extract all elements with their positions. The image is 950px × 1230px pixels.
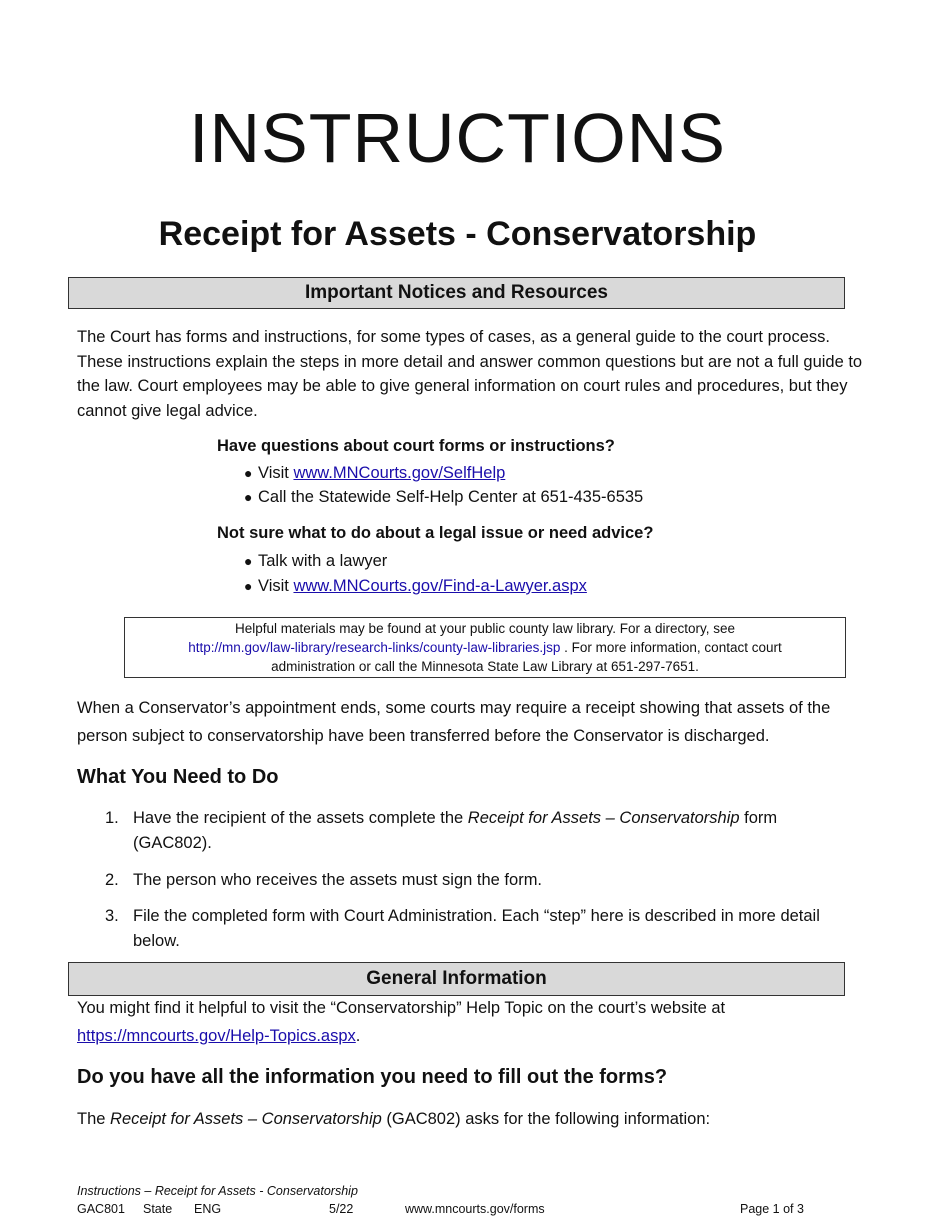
footer-date: 5/22 <box>329 1202 354 1216</box>
find-lawyer-link[interactable]: www.MNCourts.gov/Find-a-Lawyer.aspx <box>293 577 587 595</box>
footer-jurisdiction: State <box>143 1202 173 1216</box>
footer-url: www.mncourts.gov/forms <box>405 1202 545 1216</box>
help-topics-link[interactable]: https://mncourts.gov/Help-Topics.aspx <box>77 1027 356 1045</box>
law-library-link[interactable]: http://mn.gov/law-library/research-links/county-law-libraries.jsp <box>188 640 561 655</box>
bullet-icon: ● <box>244 465 253 481</box>
library-text-line3: administration or call the Minnesota State Law Library at 651-297-7651. <box>271 659 699 674</box>
bullet-icon: ● <box>244 553 253 569</box>
bullet-icon: ● <box>244 578 253 594</box>
bullet-talk-lawyer: ● Talk with a lawyer <box>244 549 387 573</box>
footer-language: ENG <box>194 1202 222 1216</box>
general-information-heading: General Information <box>68 962 845 996</box>
page-title: INSTRUCTIONS <box>189 99 726 177</box>
footer-doc-title: Instructions – Receipt for Assets - Conservatorship <box>77 1184 358 1198</box>
information-question-text: The Receipt for Assets – Conservatorship (GAC802) asks for the following information: <box>77 1110 711 1128</box>
what-to-do-heading: What You Need to Do <box>77 766 279 788</box>
information-question-heading: Do you have all the information you need to fill out the forms? <box>77 1066 668 1088</box>
bullet-call-center: ● Call the Statewide Self-Help Center at 651-435-6535 <box>244 485 643 509</box>
questions-heading: Have questions about court forms or instructions? <box>217 437 615 455</box>
library-text-line1: Helpful materials may be found at your public county law library. For a directory, see <box>235 621 735 636</box>
law-library-box <box>124 617 846 678</box>
selfhelp-link[interactable]: www.MNCourts.gov/SelfHelp <box>293 464 506 482</box>
form-subtitle: Receipt for Assets - Conservatorship <box>158 215 757 253</box>
important-notices-heading: Important Notices and Resources <box>68 277 845 309</box>
footer-page-number: Page 1 of 3 <box>740 1202 804 1216</box>
library-text-line2: http://mn.gov/law-library/research-links/county-law-libraries.jsp . For more information, contact court <box>188 640 782 655</box>
bullet-visit-selfhelp: ● Visit www.MNCourts.gov/SelfHelp <box>244 461 505 485</box>
bullet-icon: ● <box>244 489 253 505</box>
footer-form-code: GAC801 <box>77 1202 125 1216</box>
bullet-find-lawyer: ● Visit www.MNCourts.gov/Find-a-Lawyer.aspx <box>244 574 587 598</box>
legal-advice-heading: Not sure what to do about a legal issue or need advice? <box>217 524 654 542</box>
general-information-text: You might find it helpful to visit the “Conservatorship” Help Topic on the court’s website at https://mncourts.gov/Help-Topics.aspx. <box>77 999 726 1045</box>
intro-paragraph: The Court has forms and instructions, for some types of cases, as a general guide to the court process. These instructions explain the steps in more detail and answer common questions but are not a full guide to the law. Court employees may be able to give general information on court rules and procedures, but they cannot give legal advice. <box>77 328 863 420</box>
conservator-paragraph: When a Conservator’s appointment ends, some courts may require a receipt showing that assets of the person subject to conservatorship have been transferred before the Conservator is discharged. <box>77 699 831 745</box>
